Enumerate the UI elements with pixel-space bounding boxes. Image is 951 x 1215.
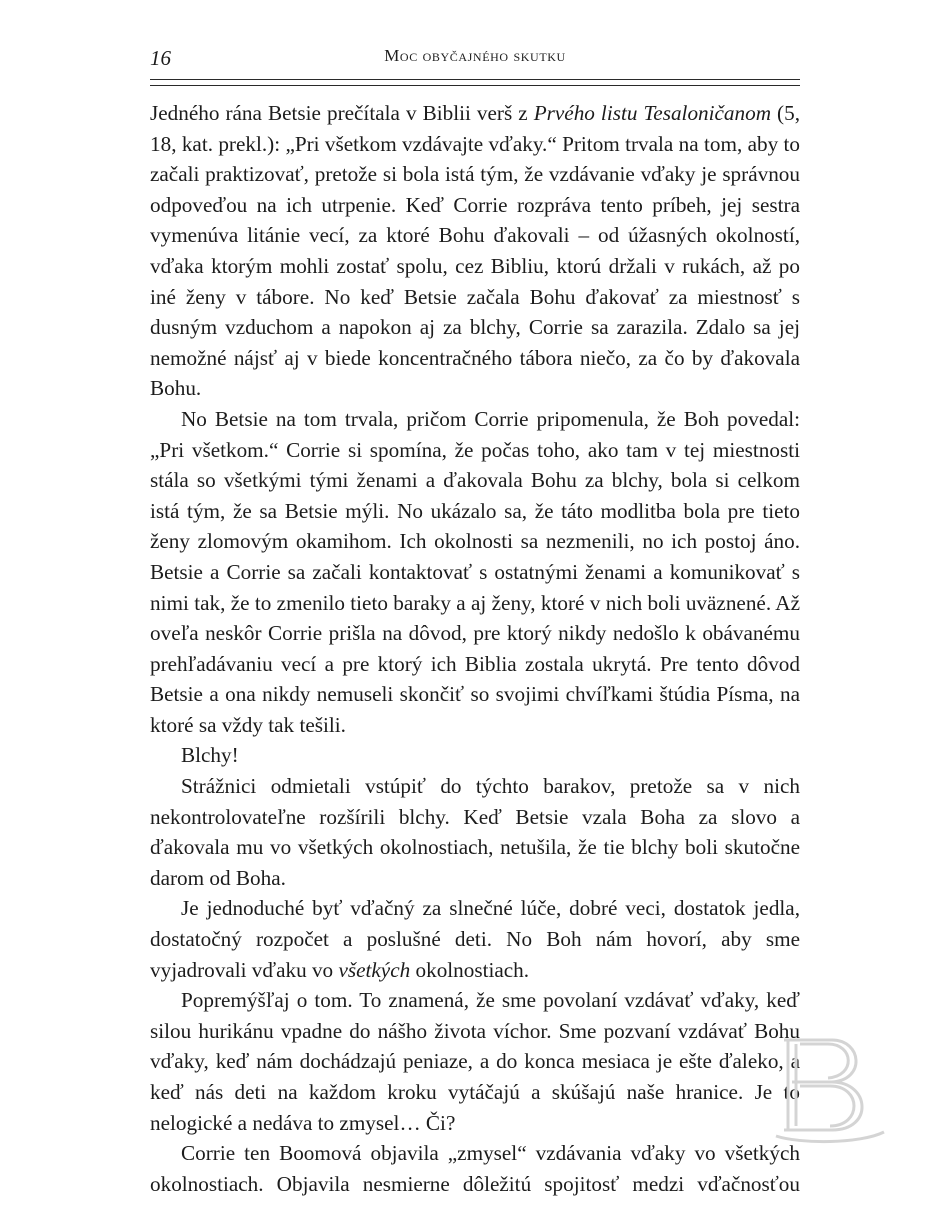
book-reference: Prvého listu Tesaloničanom bbox=[533, 101, 772, 125]
paragraph: Jedného rána Betsie prečítala v Biblii verš z Prvého listu Tesaloničanom (5, 18, kat. prekl.): „Pri všetkom vzdávajte vďaky.“ Pritom trvala na tom, aby to začali praktizovať, pretože si bola istá tým, že vzdávanie vďaky je správnou odpoveďou na ich utrpenie. Keď Corrie rozpráva tento príbeh, jej sestra vymenúva litánie vecí, za ktoré Bohu ďakovali – od úžasných okolností, vďaka ktorým mohli zostať spolu, cez Bibliu, ktorú držali v rukách, až po iné ženy v tábore. No keď Betsie začala Bohu ďakovať za miestnosť s dusným vzduchom a napokon aj za blchy, Corrie sa zarazila. Zdalo sa jej nemožné nájsť aj v biede koncentračného tábora niečo, za čo by ďakovala Bohu. bbox=[150, 101, 801, 401]
paragraph: Corrie ten Boomová objavila „zmysel“ vzdávania vďaky vo všetkých okolnostiach. Objavila nesmierne dôležitú spojitosť medzi vďačnosťou bbox=[150, 1141, 800, 1196]
running-title: Moc obyčajného skutku bbox=[384, 46, 566, 65]
page-header bbox=[150, 44, 800, 74]
paragraph: Je jednoduché byť vďačný za slnečné lúče, dobré veci, dostatok jedla, dostatočný rozpočet a poslušné deti. No Boh nám hovorí, aby sme vyjadrovali vďaku vo všetkých okolnostiach. bbox=[150, 896, 800, 982]
letter-b-watermark-icon bbox=[770, 1022, 890, 1147]
paragraph: Blchy! bbox=[181, 743, 239, 768]
header-rule-bottom bbox=[150, 85, 800, 86]
body-text bbox=[150, 98, 800, 1199]
emphasis: všetkých bbox=[338, 957, 411, 982]
paragraph: No Betsie na tom trvala, pričom Corrie pripomenula, že Boh povedal: „Pri všetkom.“ Corrie si spomína, že počas toho, ako tam v tej miestnosti stála so všetkými tými ženami a ďakovala Bohu za blchy, bola si celkom istá tým, že sa Betsie mýli. No ukázalo sa, že táto modlitba bola pre tieto ženy zlomovým okamihom. Ich okolnosti sa nezmenili, no ich postoj áno. Betsie a Corrie sa začali kontaktovať s ostatnými ženami a komunikovať s nimi tak, že to zmenilo tieto baraky a aj ženy, ktoré v nich boli uväznené. Až oveľa neskôr Corrie prišla na dôvod, pre ktorý nikdy nedošlo k obávanému prehľadávaniu vecí a pre ktorý ich Biblia zostala ukrytá. Pre tento dôvod Betsie a ona nikdy nemuseli skončiť so svojimi chvíľkami štúdia Písma, na ktoré sa vždy tak tešili. bbox=[150, 406, 800, 737]
header-rule-top bbox=[150, 79, 800, 80]
paragraph: Strážnici odmietali vstúpiť do týchto barakov, pretože sa v nich nekontrolovateľne rozšírili blchy. Keď Betsie vzala Boha za slovo a ďakovala mu vo všetkých okolnostiach, netušila, že tie blchy boli skutočne darom od Boha. bbox=[150, 774, 800, 890]
paragraph: Popremýšľaj o tom. To znamená, že sme povolaní vzdávať vďaky, keď silou hurikánu vpadne do nášho života víchor. Sme pozvaní vzdávať Bohu vďaky, keď nám dochádzajú peniaze, a do konca mesiaca je ešte ďaleko, a keď nás deti na každom kroku vytáčajú a skúšajú naše hranice. Je to nelogické a nedáva to zmysel… Či? bbox=[150, 988, 800, 1135]
page-number: 16 bbox=[150, 46, 171, 70]
